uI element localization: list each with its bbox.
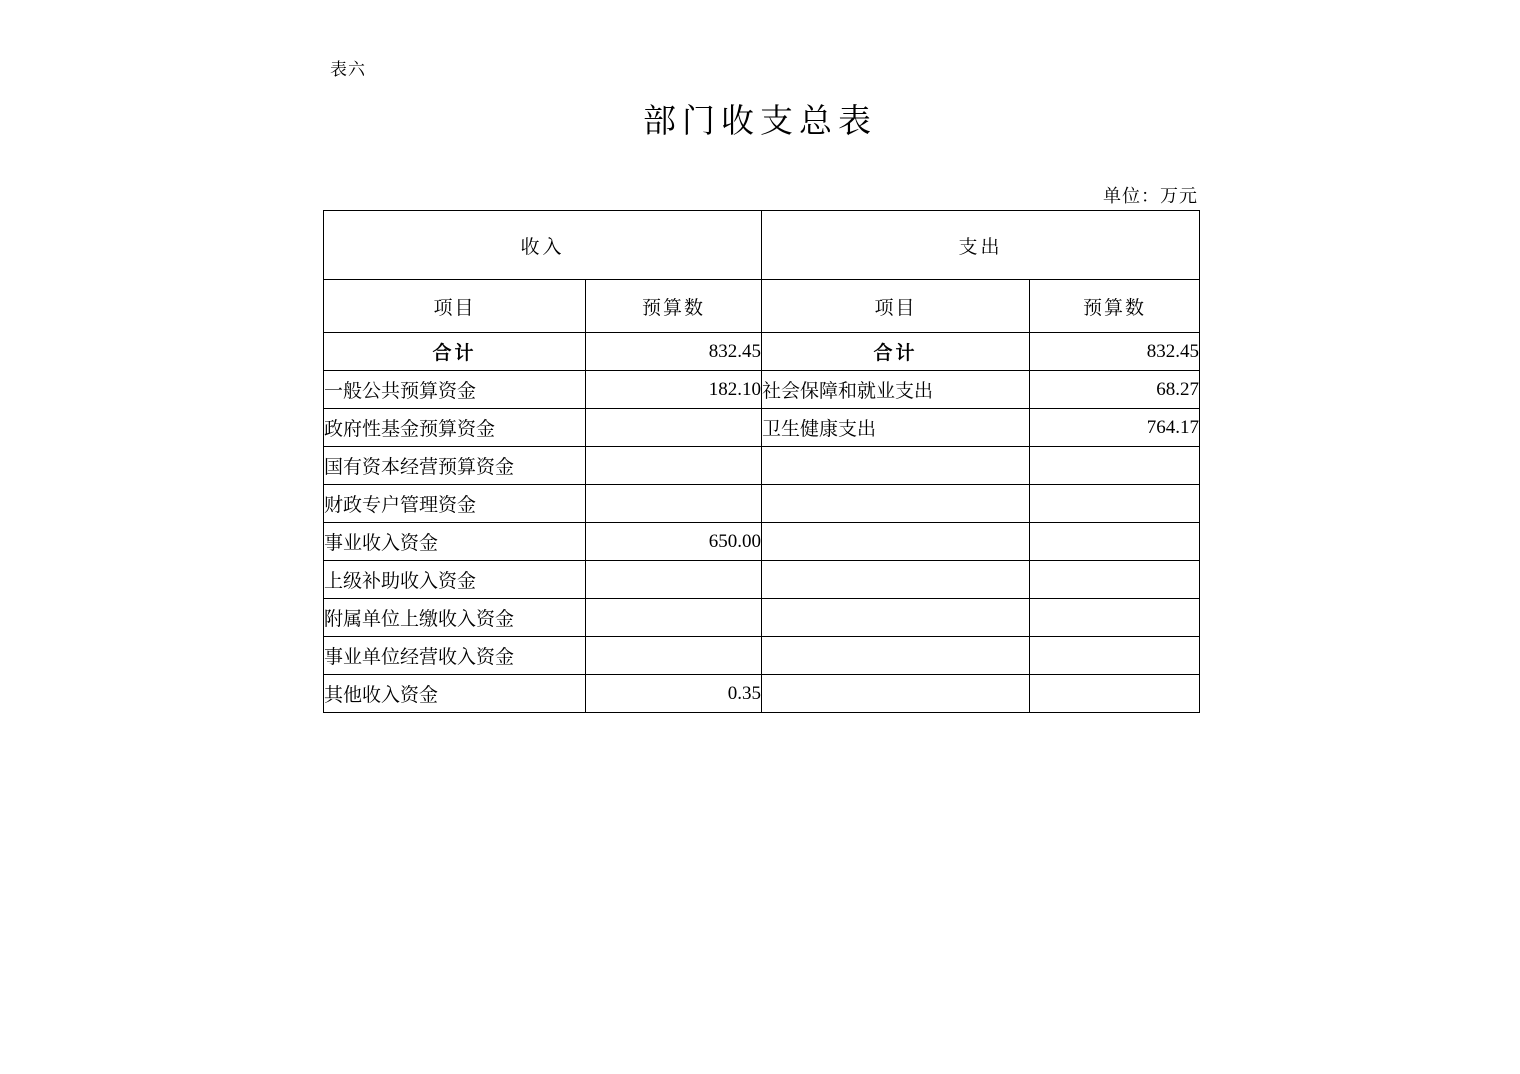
- income-item: 财政专户管理资金: [324, 485, 586, 523]
- expense-item: [762, 599, 1030, 637]
- table-row: [324, 485, 1200, 523]
- page-title: 部门收支总表: [643, 104, 877, 140]
- expense-value: [1030, 485, 1200, 523]
- expense-item: 卫生健康支出: [762, 409, 1030, 447]
- income-value: 0.35: [586, 675, 762, 713]
- income-item: 一般公共预算资金: [324, 371, 586, 409]
- total-value-income: 832.45: [586, 333, 762, 371]
- income-value: 182.10: [586, 371, 762, 409]
- expense-value: [1030, 599, 1200, 637]
- income-value: [586, 637, 762, 675]
- expense-value: [1030, 637, 1200, 675]
- table-row: [324, 409, 1200, 447]
- column-header-expense-budget: 预算数: [1030, 280, 1200, 333]
- expense-item: [762, 637, 1030, 675]
- income-item: 附属单位上缴收入资金: [324, 599, 586, 637]
- income-value: [586, 409, 762, 447]
- table-column-header-row: [324, 280, 1200, 333]
- table-row: [324, 371, 1200, 409]
- table-group-header-row: [324, 211, 1200, 280]
- expense-item: 社会保障和就业支出: [762, 371, 1030, 409]
- column-header-expense-item: 项目: [762, 280, 1030, 333]
- unit-note: 单位：万元: [1103, 186, 1198, 206]
- expense-item: [762, 447, 1030, 485]
- expense-value: 764.17: [1030, 409, 1200, 447]
- expense-item: [762, 561, 1030, 599]
- income-value: 650.00: [586, 523, 762, 561]
- expense-value: [1030, 523, 1200, 561]
- table-row: [324, 447, 1200, 485]
- total-label-expense: 合计: [762, 333, 1030, 371]
- table-total-row: [324, 333, 1200, 371]
- column-header-income-item: 项目: [324, 280, 586, 333]
- expense-item: [762, 675, 1030, 713]
- expense-value: [1030, 447, 1200, 485]
- table-row: [324, 675, 1200, 713]
- income-value: [586, 561, 762, 599]
- column-header-income-budget: 预算数: [586, 280, 762, 333]
- expense-item: [762, 485, 1030, 523]
- income-item: 政府性基金预算资金: [324, 409, 586, 447]
- table-label: 表六: [330, 60, 366, 79]
- income-value: [586, 447, 762, 485]
- income-value: [586, 485, 762, 523]
- income-item: 事业单位经营收入资金: [324, 637, 586, 675]
- group-header-expense: 支出: [762, 211, 1200, 280]
- group-header-income: 收入: [324, 211, 762, 280]
- income-item: 其他收入资金: [324, 675, 586, 713]
- table-row: [324, 523, 1200, 561]
- income-item: 国有资本经营预算资金: [324, 447, 586, 485]
- income-value: [586, 599, 762, 637]
- table-row: [324, 561, 1200, 599]
- total-label-income: 合计: [324, 333, 586, 371]
- table-row: [324, 637, 1200, 675]
- expense-value: [1030, 675, 1200, 713]
- budget-summary-table: [323, 210, 1200, 713]
- total-value-expense: 832.45: [1030, 333, 1200, 371]
- expense-value: [1030, 561, 1200, 599]
- income-item: 上级补助收入资金: [324, 561, 586, 599]
- expense-value: 68.27: [1030, 371, 1200, 409]
- table-row: [324, 599, 1200, 637]
- income-item: 事业收入资金: [324, 523, 586, 561]
- expense-item: [762, 523, 1030, 561]
